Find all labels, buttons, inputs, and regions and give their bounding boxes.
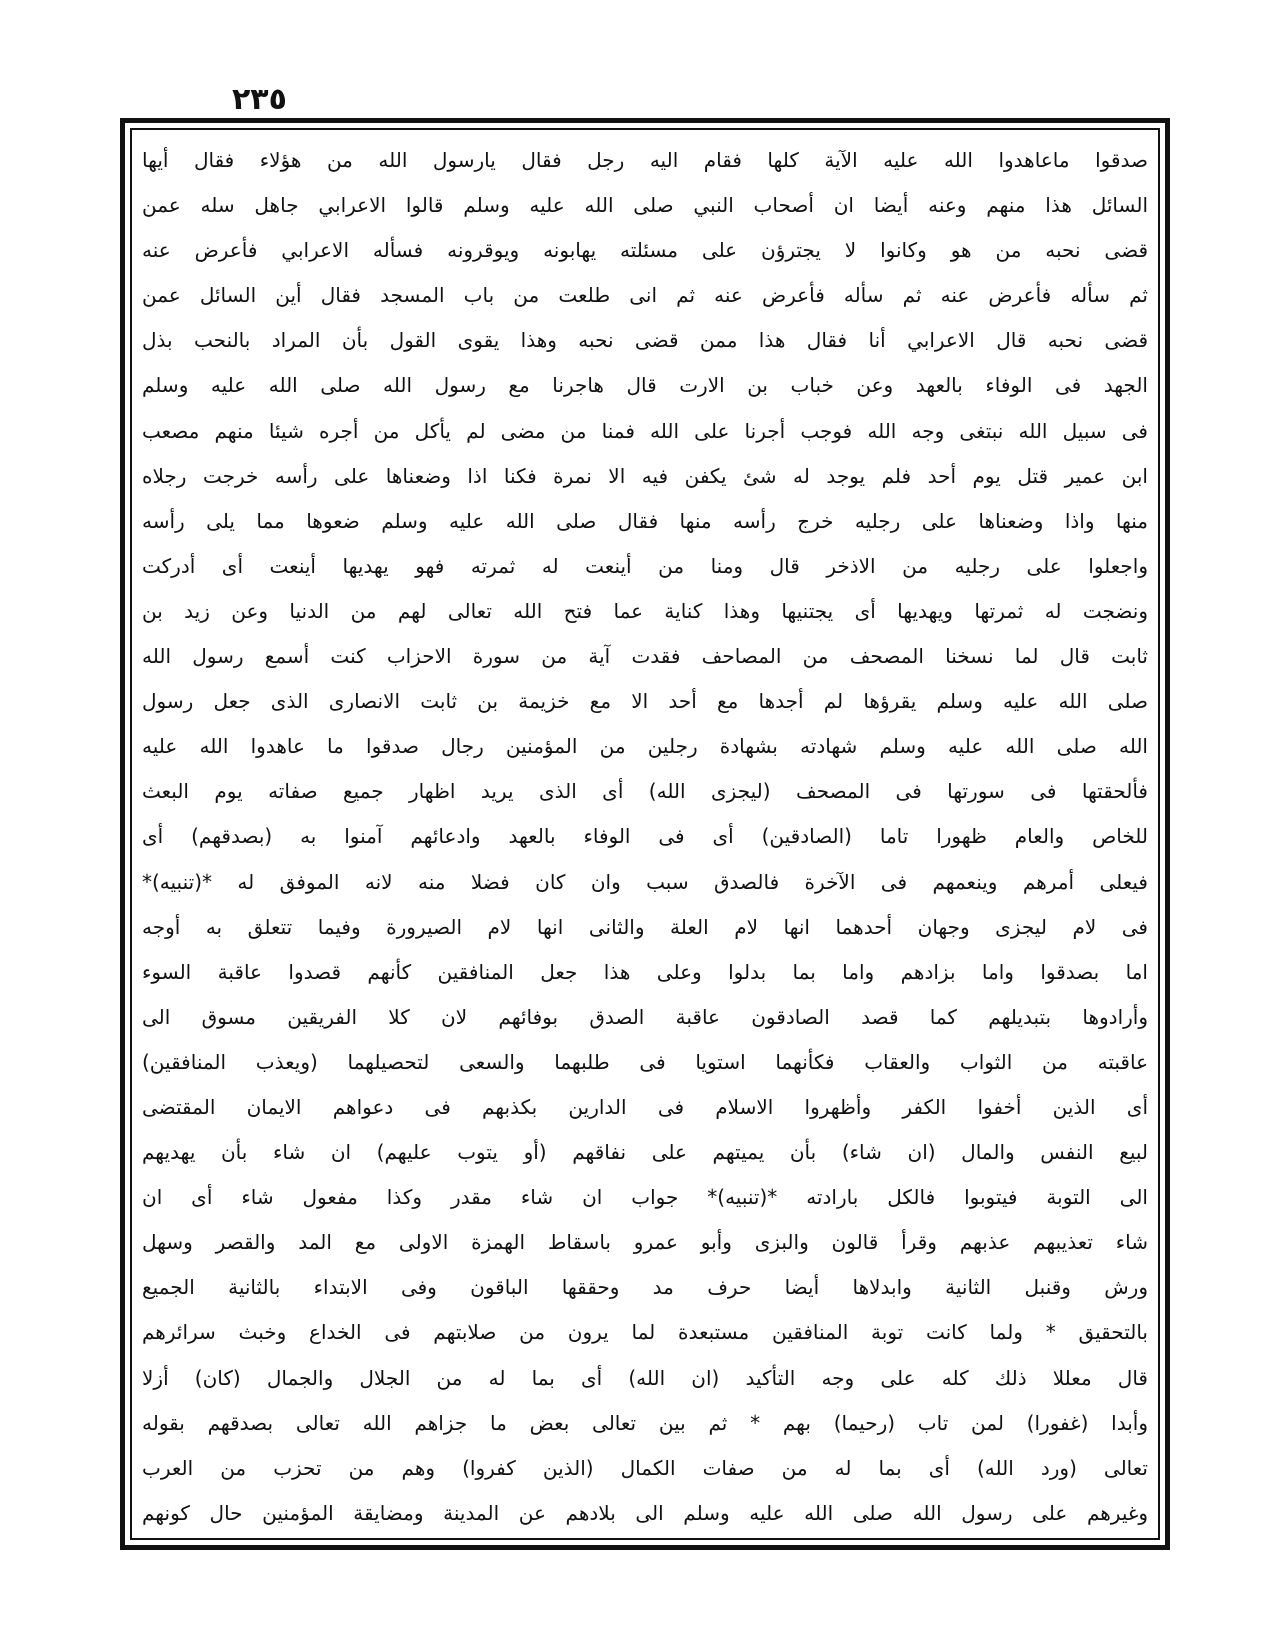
text-line: ورش وقنبل الثانية وابدلاها أيضا حرف مد وحققها الباقون وفى الابتداء بالثانية الجميع	[142, 1275, 1148, 1300]
text-line: اما بصدقوا واما بزادهم واما بما بدلوا وعلى هذا جعل المنافقين كأنهم قصدوا عاقبة السوء	[142, 959, 1148, 984]
main-text	[142, 138, 1148, 1536]
text-line: الجهد فى الوفاء بالعهد وعن خباب بن الارت قال هاجرنا مع رسول الله صلى الله عليه وسلم	[142, 373, 1148, 398]
text-line: الله صلى الله عليه وسلم شهادته بشهادة رجلين من المؤمنين رجال صدقوا ما عاهدوا الله عليه	[142, 734, 1148, 759]
text-line: السائل هذا منهم وعنه أيضا ان أصحاب النبي صلى الله عليه وسلم قالوا الاعرابي جاهل سله عمن	[142, 193, 1148, 218]
page-number: ٢٣٥	[232, 82, 287, 117]
text-line: للخاص والعام ظهورا تاما (الصادقين) أى فى الوفاء بالعهد وادعائهم آمنوا به (بصدقهم) أى	[142, 824, 1148, 849]
text-line: منها واذا وضعناها على رجليه خرج رأسه منها فقال صلى الله عليه وسلم ضعوها مما يلى رأسه	[142, 508, 1148, 533]
text-line: قضى نحبه قال الاعرابي أنا فقال هذا ممن قضى نحبه وهذا يقوى القول بأن المراد بالنحب بذل	[142, 328, 1148, 353]
text-line: واجعلوا على رجليه من الاذخر قال ومنا من أينعت له ثمرته فهو يهديها أينعت أى أدركت	[142, 553, 1148, 578]
text-line: ثابت قال لما نسخنا المصحف من المصاحف فقدت آية من سورة الاحزاب كنت أسمع رسول الله	[142, 644, 1148, 669]
text-line: ابن عمير قتل يوم أحد فلم يوجد له شئ يكفن فيه الا نمرة فكنا اذا وضعناها على رأسه خرجت رجلاه	[142, 463, 1148, 488]
text-line: وأبدا (غفورا) لمن تاب (رحيما) بهم * ثم بين تعالى بعض ما جزاهم الله تعالى بصدقهم بقوله	[142, 1410, 1148, 1435]
text-line: فيعلى أمرهم وينعمهم فى الآخرة فالصدق سبب وان كان فضلا منه لانه الموفق له *(تنبيه)*	[142, 869, 1148, 894]
text-line: فى سبيل الله نبتغى وجه الله فوجب أجرنا على الله فمنا من مضى لم يأكل من أجره شيئا منهم مصعب	[142, 418, 1148, 443]
text-line: لبيع النفس والمال (ان شاء) بأن يميتهم على نفاقهم (أو يتوب عليهم) ان شاء بأن يهديهم	[142, 1140, 1148, 1165]
text-line: وغيرهم على رسول الله صلى الله عليه وسلم الى بلادهم عن المدينة ومضايقة المؤمنين حال كونهم	[142, 1500, 1148, 1525]
text-line: صدقوا ماعاهدوا الله عليه الآية كلها فقام اليه رجل فقال يارسول الله من هؤلاء فقال أيها	[142, 148, 1148, 172]
text-line: بالتحقيق * ولما كانت توبة المنافقين مستبعدة لما يرون من صلابتهم فى الخداع وخبث سرائرهم	[142, 1320, 1148, 1345]
text-line: الى التوبة فيتوبوا فالكل بارادته *(تنبيه)* جواب ان شاء مقدر وكذا مفعول شاء أى ان	[142, 1185, 1148, 1210]
text-line: أى الذين أخفوا الكفر وأظهروا الاسلام فى الدارين بكذبهم فى دعواهم الايمان المقتضى	[142, 1094, 1148, 1119]
text-line: صلى الله عليه وسلم يقرؤها لم أجدها مع أحد الا مع خزيمة بن ثابت الانصارى الذى جعل رسول	[142, 689, 1148, 714]
text-line: وأرادوها بتبديلهم كما قصد الصادقون عاقبة الصدق بوفائهم لان كلا الفريقين مسوق الى	[142, 1004, 1148, 1029]
text-line: ثم سأله فأعرض عنه ثم سأله فأعرض عنه ثم انى طلعت من باب المسجد فقال أين السائل عمن	[142, 283, 1148, 308]
text-line: ونضجت له ثمرتها ويهديها أى يجتنيها وهذا كناية عما فتح الله تعالى لهم من الدنيا وعن زيد بن	[142, 598, 1148, 623]
text-line: فى لام ليجزى وجهان أحدهما انها لام العلة والثانى انها لام الصيرورة وفيما تتعلق به أوجه	[142, 914, 1148, 939]
text-line: فألحقتها فى سورتها فى المصحف (ليجزى الله) أى الذى يريد اظهار جميع صفاته يوم البعث	[142, 779, 1148, 804]
text-line: قضى نحبه من هو وكانوا لا يجترؤن على مسئلته يهابونه ويوقرونه فسأله الاعرابي فأعرض عنه	[142, 238, 1148, 263]
text-line: شاء تعذيبهم عذبهم وقرأ قالون والبزى وأبو عمرو باسقاط الهمزة الاولى مع المد والقصر وسهل	[142, 1230, 1148, 1255]
text-line: عاقبته من الثواب والعقاب فكأنهما استويا فى طلبهما والسعى لتحصيلهما (ويعذب المنافقين)	[142, 1049, 1148, 1074]
text-line: تعالى (ورد الله) أى بما له من صفات الكمال (الذين كفروا) وهم من تحزب من العرب	[142, 1455, 1148, 1480]
text-line: قال معللا ذلك كله على وجه التأكيد (ان الله) أى بما له من الجلال والجمال (كان) أزلا	[142, 1365, 1148, 1390]
